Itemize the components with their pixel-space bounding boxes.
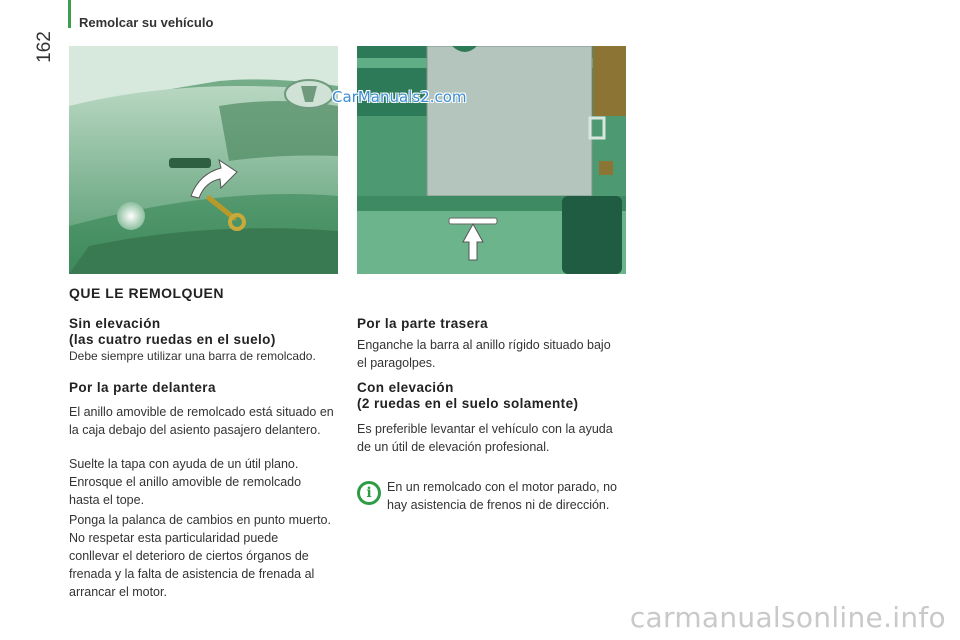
heading-con-elevacion — [357, 380, 578, 412]
section-title: Remolcar su vehículo — [79, 15, 214, 30]
heading-sin-elevacion-line1: Sin elevación — [69, 316, 161, 331]
heading-con-elevacion-line1: Con elevación — [357, 380, 454, 395]
paragraph-delantera-2: Suelte la tapa con ayuda de un útil plano. — [69, 457, 299, 471]
rear-towing-illustration — [357, 46, 626, 274]
heading-trasera: Por la parte trasera — [357, 316, 489, 331]
paragraph-delantera-4: Ponga la palanca de cambios en punto muerto. No respetar esta particularidad puede conllevar el deterioro de ciertos órganos de frenada y la falta de asistencia de frenada al arrancar el motor. — [69, 513, 331, 599]
info-icon: i — [357, 481, 381, 505]
section-accent-bar — [68, 0, 71, 28]
footer-logo: carmanualsonline.info — [629, 601, 946, 634]
heading-sin-elevacion-line2: (las cuatro ruedas en el suelo) — [69, 332, 276, 347]
paragraph-trasera: Enganche la barra al anillo rígido situado bajo el paragolpes. — [357, 338, 611, 370]
watermark: CarManuals2.com — [332, 88, 467, 106]
page-number: 162 — [34, 31, 55, 63]
main-heading: QUE LE REMOLQUEN — [69, 285, 225, 301]
paragraph-delantera-3: Enrosque el anillo amovible de remolcado hasta el tope. — [69, 475, 302, 507]
heading-sin-elevacion — [69, 316, 276, 348]
info-note: En un remolcado con el motor parado, no hay asistencia de frenos ni de dirección. — [387, 480, 617, 512]
paragraph-sin-elevacion: Debe siempre utilizar una barra de remolcado. — [69, 349, 316, 363]
front-towing-illustration — [69, 46, 338, 274]
paragraph-con-elevacion: Es preferible levantar el vehículo con la ayuda de un útil de elevación profesional. — [357, 422, 613, 454]
heading-delantera: Por la parte delantera — [69, 380, 216, 395]
heading-con-elevacion-line2: (2 ruedas en el suelo solamente) — [357, 396, 579, 411]
paragraph-delantera-1: El anillo amovible de remolcado está situado en la caja debajo del asiento pasajero delantero. — [69, 405, 334, 437]
